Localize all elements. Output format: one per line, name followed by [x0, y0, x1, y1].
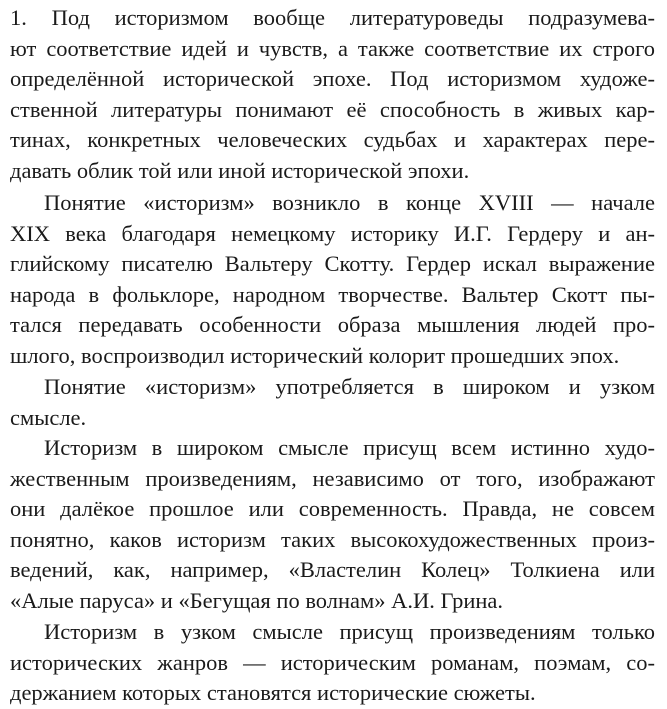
text-line: тался передавать особенности образа мышления людей про- [10, 312, 655, 338]
text-line: держанием которых становятся исторические сюжеты. [10, 680, 536, 706]
text-line: ведений, как, например, «Властелин Колец» Толкиена или [10, 557, 655, 583]
paragraph-3 [0, 372, 667, 433]
paragraph-1 [0, 3, 667, 187]
text-line: шлого, воспроизводил исторический колорит прошедших эпох. [10, 342, 620, 368]
text-line: определённой исторической эпохе. Под историзмом художе- [10, 66, 655, 92]
text-line: ственной литературы понимают её способность в живых кар- [10, 96, 655, 122]
text-line: они далёкое прошлое или современность. Правда, не совсем [10, 496, 655, 522]
text-line: народа в фольклоре, народном творчестве. Вальтер Скотт пы- [10, 281, 655, 307]
text-line: «Алые паруса» и «Бегущая по волнам» А.И. Грина. [10, 587, 504, 613]
text-line: смысле. [10, 404, 87, 430]
paragraph-2 [0, 188, 667, 372]
paragraph-5 [0, 617, 667, 709]
text-line: Понятие «историзм» употребляется в широком и узком [44, 374, 655, 399]
text-line: глийскому писателю Вальтеру Скотту. Гердер искал выражение [10, 251, 655, 277]
text-line: исторических жанров — историческим романам, поэмам, со- [10, 649, 655, 675]
text-line: Историзм в широком смысле присущ всем истинно худо- [44, 435, 655, 460]
paragraph-4 [0, 433, 667, 617]
text-line: 1. Под историзмом вообще литературоведы подразумева- [10, 5, 655, 30]
text-line: XIX века благодаря немецкому историку И.Г. Гердеру и ан- [10, 220, 655, 246]
text-line: Историзм в узком смысле присущ произведениям только [44, 619, 655, 644]
text-line: понятно, каков историзм таких высокохудожественных произ- [10, 526, 655, 552]
text-line: Понятие «историзм» возникло в конце XVIII — начале [44, 190, 655, 215]
text-line: тинах, конкретных человеческих судьбах и характерах пере- [10, 127, 655, 153]
text-line: давать облик той или иной исторической эпохи. [10, 157, 470, 183]
text-line: жественным произведениям, независимо от того, изображают [10, 465, 655, 491]
text-line: ют соответствие идей и чувств, а также соответствие их строго [10, 35, 655, 61]
